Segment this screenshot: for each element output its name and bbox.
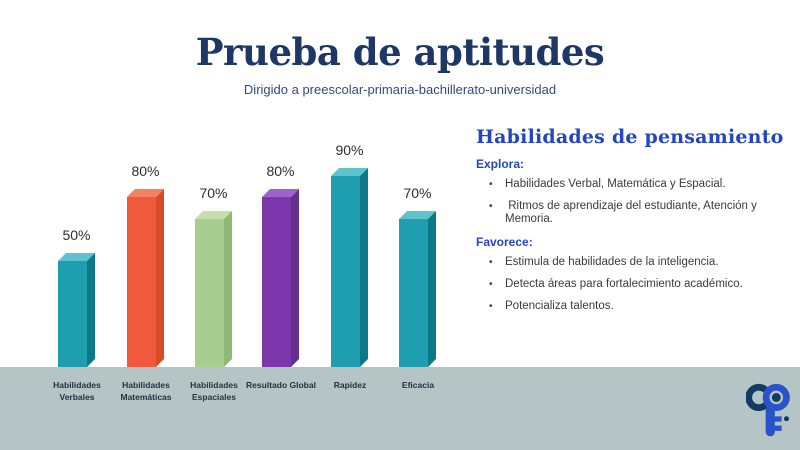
section-label-favorece: Favorece: — [476, 235, 533, 249]
bullet-text: Potencializa talentos. — [505, 300, 614, 312]
brand-key-logo-icon — [746, 381, 794, 443]
bar-habilidades-espaciales — [195, 211, 232, 367]
bullet-item — [476, 200, 800, 226]
bar-value-label-habilidades-espaciales: 70% — [199, 185, 228, 201]
bar-value-label-rapidez: 90% — [335, 142, 364, 158]
bar-value-label-eficacia: 70% — [403, 185, 432, 201]
bar-category-label-eficacia: Eficacia — [401, 380, 435, 390]
bullet-dot-icon: • — [489, 179, 493, 190]
bullet-dot-icon: • — [489, 201, 493, 212]
bullet-item — [476, 256, 800, 269]
bar-value-label-resultado-global: 80% — [266, 163, 295, 179]
bar-category-label-habilidades-matematicas: Habilidades Matemáticas — [120, 380, 172, 402]
bar-category-label-resultado-global: Resultado Global — [246, 380, 316, 390]
bullet-text: Detecta áreas para fortalecimiento académico. — [505, 278, 743, 290]
bar-category-label-habilidades-verbales: Habilidades Verbales — [53, 380, 101, 402]
bullet-item — [476, 178, 800, 191]
bullet-text: Ritmos de aprendizaje del estudiante, Atención y Memoria. — [505, 200, 761, 225]
bullet-text: Estimula de habilidades de la inteligencia. — [505, 256, 719, 268]
bullet-dot-icon: • — [489, 279, 493, 290]
page-title: Prueba de aptitudes — [195, 30, 605, 74]
bar-resultado-global — [262, 189, 299, 367]
bar-rapidez — [331, 168, 368, 367]
bullet-item — [476, 278, 800, 291]
bullet-dot-icon: • — [489, 301, 493, 312]
panel-heading: Habilidades de pensamiento — [476, 126, 784, 148]
bar-eficacia — [399, 211, 436, 367]
bullet-dot-icon: • — [489, 257, 493, 268]
bar-habilidades-verbales — [58, 253, 95, 367]
bullet-text: Habilidades Verbal, Matemática y Espacial. — [505, 178, 726, 190]
bullet-item — [476, 300, 800, 313]
panel-sections — [476, 157, 800, 313]
bar-category-label-rapidez: Rapidez — [333, 380, 367, 390]
bar-value-label-habilidades-matematicas: 80% — [131, 163, 160, 179]
page-subtitle: Dirigido a preescolar-primaria-bachillerato-universidad — [243, 82, 557, 97]
bar-category-label-habilidades-espaciales: Habilidades Espaciales — [190, 380, 238, 402]
section-label-explora: Explora: — [476, 157, 525, 171]
bar-habilidades-matematicas — [127, 189, 164, 367]
bar-value-label-habilidades-verbales: 50% — [62, 227, 91, 243]
info-panel — [476, 126, 800, 322]
